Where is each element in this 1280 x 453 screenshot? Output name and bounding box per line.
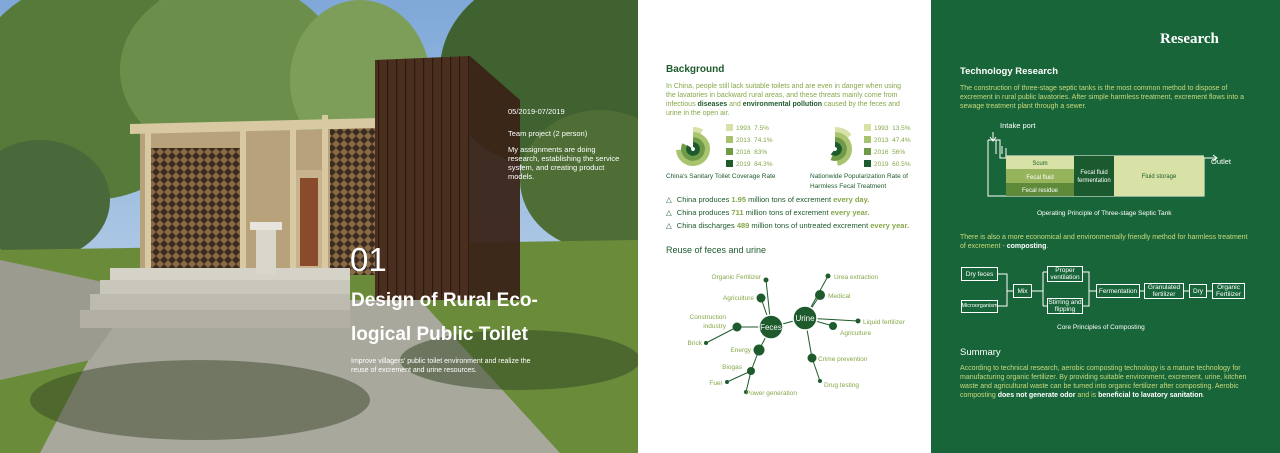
legend-swatch: [864, 136, 871, 143]
legend-item: [726, 148, 776, 160]
fact-emphasis: every year.: [870, 221, 910, 230]
harmless-caption-l2: Harmless Fecal Treatment: [810, 183, 887, 190]
text-span: flipping: [1054, 306, 1076, 313]
drop-icon: △: [666, 208, 672, 217]
text-span: There is also a more economical and environmentally friendly method for harmless treatment of excrement -: [960, 234, 1248, 250]
flow-granulated: [1144, 283, 1184, 299]
background-panel: [638, 0, 931, 453]
node-dot: [704, 341, 708, 345]
label-agriculture-feces: Agriculture: [722, 295, 754, 302]
node-dot: [808, 354, 817, 363]
label-liquid-fertilizer: Liquid fertilizer: [863, 319, 905, 326]
scum-label: Scum: [1032, 161, 1048, 167]
label-construction-2: industry: [703, 323, 726, 330]
fermentation-label-2: fermentation: [1077, 178, 1111, 184]
legend-swatch: [864, 160, 871, 167]
text-span: Stirring and: [1048, 299, 1082, 306]
legend-value: 84.3%: [754, 161, 773, 168]
text-span: fertilizer: [1152, 291, 1176, 298]
fecal-fluid-label: Fecal fluid: [1026, 175, 1054, 181]
text-span: and: [727, 101, 743, 108]
text-span: and is: [1075, 392, 1099, 399]
legend-item: [864, 124, 924, 136]
label-medical: Medical: [828, 293, 851, 300]
harmless-rate-chart: [812, 126, 868, 172]
tank-caption: Operating Principle of Three-stage Septic Tank: [1037, 210, 1172, 217]
summary-text: [960, 364, 1255, 400]
text-span: million tons of excrement: [743, 208, 831, 217]
coverage-legend: [726, 124, 776, 172]
background-heading: Background: [666, 64, 725, 75]
text-span: Proper: [1055, 267, 1075, 274]
node-dot: [856, 319, 861, 324]
flow-organic-fertilizer: [1212, 283, 1245, 299]
flow-dry-feces: Dry feces: [961, 267, 998, 281]
legend-value: 83%: [754, 149, 768, 156]
label-brick: Brick: [687, 340, 702, 347]
label-construction-1: Construction: [689, 314, 726, 321]
legend-swatch: [726, 148, 733, 155]
fact-emphasis: every year.: [830, 208, 870, 217]
label-crime-prevention: Crime prevention: [818, 356, 868, 363]
fact-number: 711: [731, 208, 744, 217]
legend-item: [726, 160, 776, 172]
legend-year: 2016: [874, 149, 889, 156]
flow-dry: Dry: [1189, 284, 1207, 298]
text-span: Organic: [1217, 284, 1240, 291]
reuse-diagram: [638, 262, 931, 402]
flow-ventilation: [1047, 266, 1083, 282]
legend-value: 60.5%: [892, 161, 911, 168]
label-power-generation: Power generation: [746, 390, 797, 397]
node-dot: [815, 290, 825, 300]
legend-value: 13.5%: [892, 125, 911, 132]
drop-icon: △: [666, 221, 672, 230]
legend-year: 2013: [736, 137, 751, 144]
fermentation-chamber: [1074, 156, 1114, 196]
project-title-line1: Design of Rural Eco-: [351, 290, 538, 311]
label-organic-fertilizer: Organic Fertilizer: [711, 274, 761, 281]
harmless-caption-l1: Nationwide Popularization Rate of: [810, 173, 908, 180]
legend-year: 2019: [874, 161, 889, 168]
text-span: China discharges: [676, 221, 737, 230]
legend-item: [864, 136, 924, 148]
coverage-rate-chart: [670, 126, 726, 172]
fact-item: [666, 208, 869, 217]
node-dot: [725, 380, 729, 384]
ring-segment: [832, 145, 839, 154]
label-energy: Energy: [730, 347, 751, 354]
text-span: China produces: [676, 195, 732, 204]
legend-item: [864, 160, 924, 172]
text-span: .: [1202, 392, 1205, 399]
text-span: Fertilizer: [1216, 291, 1241, 298]
text-span: .: [1046, 243, 1049, 250]
label-urea-extraction: Urea extraction: [834, 274, 879, 281]
coverage-caption: China's Sanitary Toilet Coverage Rate: [666, 173, 776, 180]
research-title: Research: [1160, 31, 1219, 47]
legend-value: 74.1%: [754, 137, 773, 144]
legend-year: 2019: [736, 161, 751, 168]
ring-segment: [693, 130, 702, 132]
legend-value: 56%: [892, 149, 906, 156]
background-text: [666, 82, 911, 118]
project-description: Improve villagers' public toilet environment and realize the reuse of excrement and urine resources.: [351, 358, 531, 374]
text-bold: diseases: [697, 101, 728, 108]
legend-swatch: [726, 160, 733, 167]
flow-stirring: [1047, 298, 1083, 314]
cover-panel: [0, 0, 638, 453]
project-date: 05/2019-07/2019: [508, 107, 565, 116]
assignment-text: My assignments are doing research, establishing the service system, and creating product models.: [508, 145, 620, 181]
node-dot: [754, 345, 765, 356]
legend-year: 1993: [874, 125, 889, 132]
text-bold: environmental pollution: [742, 101, 823, 108]
intake-label: Intake port: [1000, 121, 1036, 130]
text-bold: does not generate odor: [997, 392, 1076, 399]
legend-year: 1993: [736, 125, 751, 132]
storage-label: Fluid storage: [1141, 174, 1177, 180]
text-bold: composting: [1006, 243, 1047, 250]
text-span: According to technical research, aerobic composting technology is a mature technology for manufacturing organic fertilizer. By providing suitable environment, excrement, urine, kitchen waste and agricultural waste can be turned into organic fertilizer after composting. Aerobic composting: [960, 365, 1247, 399]
legend-swatch: [726, 124, 733, 131]
fact-emphasis: every day.: [833, 195, 870, 204]
fact-number: 1.95: [731, 195, 747, 204]
legend-item: [726, 136, 776, 148]
flow-mix: Mix: [1013, 284, 1032, 298]
node-dot: [733, 323, 742, 332]
legend-item: [726, 124, 776, 136]
legend-year: 2016: [736, 149, 751, 156]
text-span: million tons of untreated excrement: [749, 221, 871, 230]
legend-swatch: [726, 136, 733, 143]
tech-research-text: The construction of three-stage septic tanks is the most common method to dispose of excrement in rural public lavatories. After simple harmless treatment, excrement flows into a sewage treatment plant through a sewer.: [960, 85, 1245, 110]
team-info: Team project (2 person): [508, 129, 588, 138]
urine-label: Urine: [795, 314, 815, 323]
fact-item: [666, 195, 869, 204]
flow-fermentation: Fermentation: [1096, 284, 1140, 298]
node-dot: [747, 367, 755, 375]
project-title-line2: logical Public Toilet: [351, 324, 529, 345]
legend-value: 7.5%: [754, 125, 769, 132]
node-dot: [829, 322, 837, 330]
label-biogas: Biogas: [722, 364, 742, 371]
text-span: China produces: [676, 208, 732, 217]
summary-heading: Summary: [960, 347, 1001, 358]
text-span: In China, people still lack suitable toilets and are even in danger when using the lavatories in backward rural areas, and these threats mainly come from infectious: [666, 83, 902, 108]
project-number: 01: [350, 241, 387, 278]
reuse-heading: Reuse of feces and urine: [666, 245, 767, 255]
node-dot: [757, 294, 766, 303]
text-span: caused by the feces and urine in the open air.: [666, 101, 900, 117]
text-bold: beneficial to lavatory sanitation: [1098, 392, 1203, 399]
outlet-label: Outlet: [1211, 157, 1232, 166]
fecal-residue-label: Fecal residue: [1021, 188, 1059, 194]
fermentation-label-1: Fecal fluid: [1080, 170, 1108, 176]
label-drug-testing: Drug testing: [824, 382, 860, 389]
text-span: ventilation: [1050, 274, 1080, 281]
tech-research-heading: Technology Research: [960, 66, 1059, 77]
composting-text: [960, 233, 1252, 251]
node-dot: [764, 278, 769, 283]
harmless-legend: [864, 124, 924, 172]
legend-swatch: [864, 124, 871, 131]
label-fuel: Fuel: [709, 380, 722, 387]
legend-value: 47.4%: [892, 137, 911, 144]
drop-icon: △: [666, 195, 672, 204]
fact-number: 489: [736, 221, 750, 230]
legend-item: [864, 148, 924, 160]
node-dot: [818, 379, 822, 383]
research-panel: [931, 0, 1280, 453]
legend-year: 2013: [874, 137, 889, 144]
fact-item: [666, 221, 909, 230]
label-agriculture-urine: Agriculture: [840, 330, 872, 337]
feces-label: Feces: [760, 323, 782, 332]
text-span: million tons of excrement: [746, 195, 834, 204]
toilet-rendering-image: [0, 0, 638, 453]
legend-swatch: [864, 148, 871, 155]
text-span: Granulated: [1147, 284, 1181, 291]
septic-tank-diagram: [986, 118, 1246, 208]
node-dot: [826, 274, 831, 279]
flow-microorganism: Microorganism: [961, 300, 998, 313]
composting-caption: Core Principles of Composting: [1057, 324, 1145, 331]
ring-segment: [689, 145, 698, 154]
